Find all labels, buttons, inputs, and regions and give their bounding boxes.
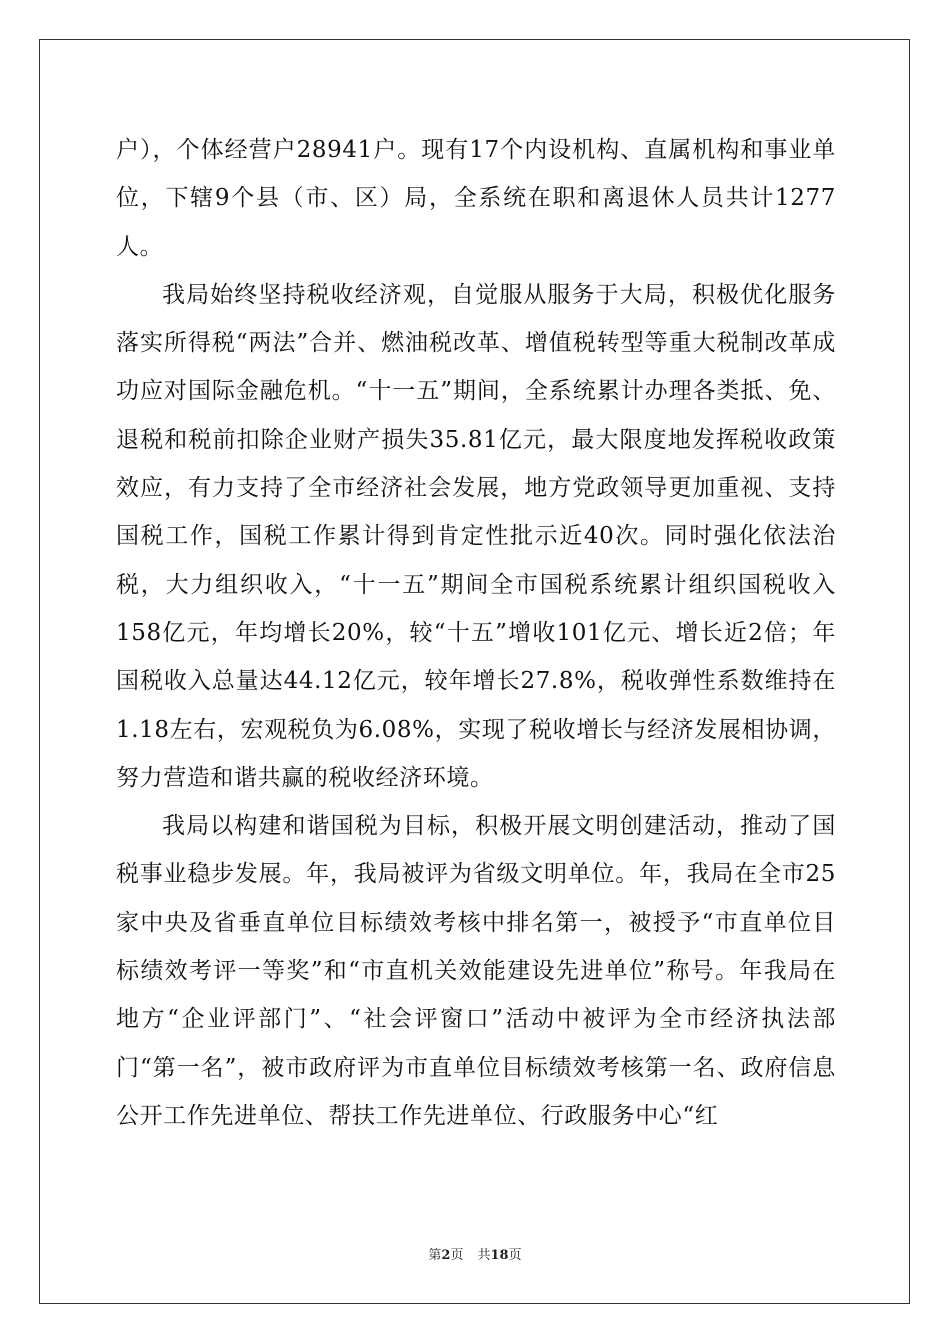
page-prefix: 第 [428, 1248, 442, 1263]
total-pages: 18 [490, 1248, 509, 1263]
paragraph-2: 我局始终坚持税收经济观，自觉服从服务于大局，积极优化服务落实所得税“两法”合并、燃油税改革、增值税转型等重大税制改革成功应对国际金融危机。“十一五”期间，全系统累计办理各类抵、免、退税和税前扣除企业财产损失35.81亿元，最大限度地发挥税收政策效应，有力支持了全市经济社会发展，地方党政领导更加重视、支持国税工作，国税工作累计得到肯定性批示近40次。同时强化依法治税，大力组织收入，“十一五”期间全市国税系统累计组织国税收入158亿元，年均增长20%，较“十五”增收101亿元、增长近2倍；年国税收入总量达44.12亿元，较年增长27.8%，税收弹性系数维持在1.18左右，宏观税负为6.08%，实现了税收增长与经济发展相协调，努力营造和谐共赢的税收经济环境。 [116, 281, 836, 791]
page-suffix: 页 [450, 1248, 464, 1263]
document-body [116, 126, 836, 1140]
paragraph-3: 我局以构建和谐国税为目标，积极开展文明创建活动，推动了国税事业稳步发展。年，我局被评为省级文明单位。年，我局在全市25家中央及省垂直单位目标绩效考核中排名第一，被授予“市直单位目标绩效考评一等奖”和“市直机关效能建设先进单位”称号。年我局在地方“企业评部门”、“社会评窗口”活动中被评为全市经济执法部门“第一名”，被市政府评为市直单位目标绩效考核第一名、政府信息公开工作先进单位、帮扶工作先进单位、行政服务中心“红 [116, 813, 836, 1129]
page-footer [0, 1246, 950, 1266]
total-prefix: 共 [477, 1248, 491, 1263]
page-number: 2 [441, 1248, 451, 1263]
total-suffix: 页 [508, 1248, 522, 1263]
paragraph-1: 户），个体经营户28941户。现有17个内设机构、直属机构和事业单位，下辖9个县（市、区）局，全系统在职和离退休人员共计1277人。 [116, 137, 836, 260]
